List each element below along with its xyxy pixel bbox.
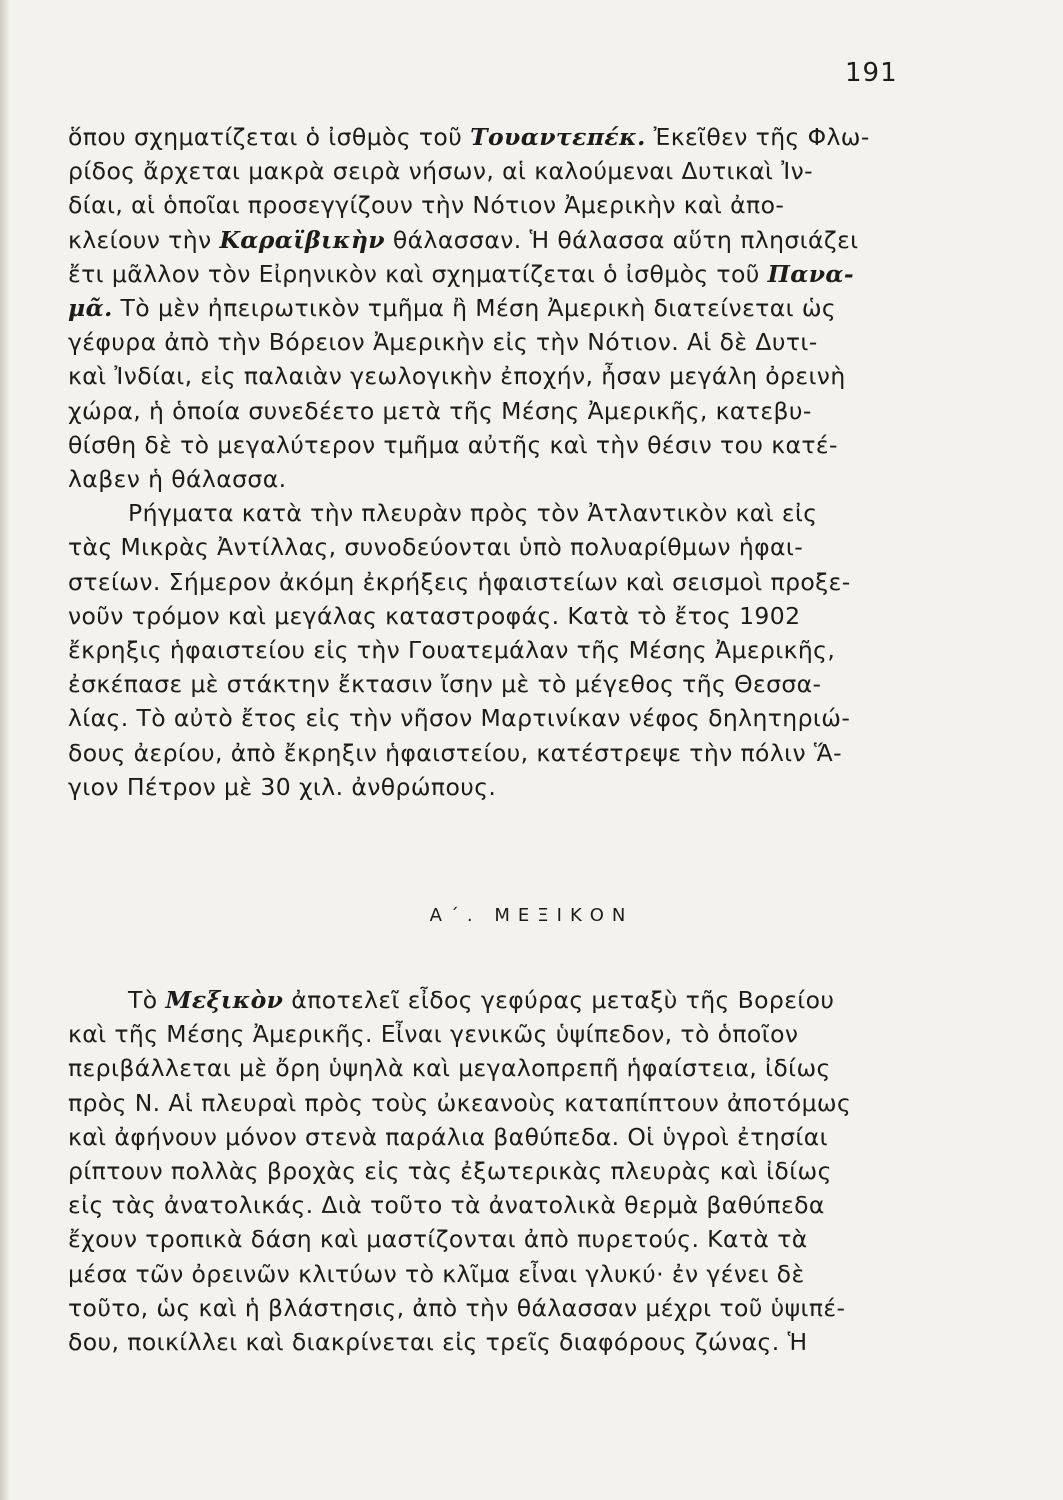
text-segment: ἀποτελεῖ εἶδος γεφύρας μεταξὺ τῆς Βορείου <box>283 986 835 1014</box>
text-line <box>68 293 948 323</box>
text-line <box>68 430 948 460</box>
text-line <box>68 1053 948 1083</box>
text-segment: καὶ ἀφήνουν μόνον στενὰ παράλια βαθύπεδα. Οἱ ὑγροὶ ἐτησίαι <box>68 1122 828 1151</box>
text-line <box>68 1088 948 1118</box>
text-segment: γέφυρα ἀπὸ τὴν Βόρειον Ἀμερικὴν εἰς τὴν Νότιον. Αἱ δὲ Δυτι- <box>68 328 818 357</box>
text-segment: ρίπτουν πολλὰς βροχὰς εἰς τὰς ἐξωτερικὰς πλευρὰς καὶ ἰδίως <box>68 1157 832 1185</box>
text-segment: ἔτι μᾶλλον τὸν Εἰρηνικὸν καὶ σχηματίζεται ὁ ἰσθμὸς τοῦ <box>68 259 768 288</box>
emphasized-term: μᾶ. <box>68 294 113 322</box>
text-line <box>68 635 948 665</box>
text-line <box>68 1019 948 1049</box>
text-segment: Τὸ <box>128 986 166 1014</box>
text-line <box>68 1293 948 1323</box>
text-segment: κλείουν τὴν <box>68 225 220 254</box>
text-line <box>68 738 948 768</box>
text-line <box>68 122 948 152</box>
text-line <box>68 1156 948 1186</box>
text-line <box>68 669 948 699</box>
text-segment: ἐσκέπασε μὲ στάκτην ἔκτασιν ἴσην μὲ τὸ μέγεθος τῆς Θεσσα- <box>68 670 822 699</box>
text-segment: περιβάλλεται μὲ ὄρη ὑψηλὰ καὶ μεγαλοπρεπῆ ἡφαίστεια, ἰδίως <box>68 1054 831 1083</box>
text-segment: θίσθη δὲ τὸ μεγαλύτερον τμῆμα αὐτῆς καὶ τὴν θέσιν του κατέ- <box>68 430 838 459</box>
text-segment: πρὸς Ν. Αἱ πλευραὶ πρὸς τοὺς ὠκεανοὺς καταπίπτουν ἀποτόμως <box>68 1088 852 1117</box>
text-segment: γιον Πέτρον μὲ 30 χιλ. ἀνθρώπους. <box>68 772 497 801</box>
text-segment: λίας. Τὸ αὐτὸ ἔτος εἰς τὴν νῆσον Μαρτινίκαν νέφος δηλητηριώ- <box>68 704 851 733</box>
emphasized-term: Τουαντεπέκ. <box>470 123 646 151</box>
text-line <box>68 190 948 220</box>
text-segment: τὰς Μικρὰς Ἀντίλλας, συνοδεύονται ὑπὸ πολυαρίθμων ἡφαι- <box>68 533 804 562</box>
text-segment: ρίδος ἄρχεται μακρὰ σειρὰ νήσων, αἱ καλούμεναι Δυτικαὶ Ἰν- <box>68 157 813 186</box>
text-line <box>68 1224 948 1254</box>
text-line <box>68 1190 948 1220</box>
text-line <box>68 464 948 494</box>
text-segment: δους ἀερίου, ἀπὸ ἔκρηξιν ἡφαιστείου, κατέστρεψε τὴν πόλιν Ἅ- <box>68 738 843 767</box>
text-line <box>68 225 948 255</box>
text-segment: Ρήγματα κατὰ τὴν πλευρὰν πρὸς τὸν Ἀτλαντικὸν καὶ εἰς <box>128 499 818 528</box>
text-segment: μέσα τῶν ὀρεινῶν κλιτύων τὸ κλῖμα εἶναι γλυκύ· ἐν γένει δὲ <box>68 1259 805 1288</box>
text-segment: εἰς τὰς ἀνατολικάς. Διὰ τοῦτο τὰ ἀνατολικὰ θερμὰ βαθύπεδα <box>68 1191 825 1220</box>
text-line <box>68 532 948 562</box>
text-line <box>68 396 948 426</box>
text-segment: νοῦν τρόμον καὶ μεγάλας καταστροφάς. Κατὰ τὸ ἔτος 1902 <box>68 601 801 630</box>
text-line <box>68 259 948 289</box>
text-segment: Ἐκεῖθεν τῆς Φλω- <box>645 123 870 151</box>
text-segment: Τὸ μὲν ἠπειρωτικὸν τμῆμα ἢ Μέση Ἀμερικὴ διατείνεται ὡς <box>112 294 837 322</box>
text-line <box>68 1259 948 1289</box>
text-segment: δίαι, αἱ ὁποῖαι προσεγγίζουν τὴν Νότιον Ἀμερικὴν καὶ ἀπο- <box>68 191 785 220</box>
text-line <box>68 498 1008 528</box>
text-segment: τοῦτο, ὡς καὶ ἡ βλάστησις, ἀπὸ τὴν θάλασσαν μέχρι τοῦ ὑψιπέ- <box>68 1293 846 1322</box>
emphasized-term: Μεξικὸν <box>165 986 284 1014</box>
text-line <box>68 567 948 597</box>
section-heading: Α΄. ΜΕΞΙΚΟΝ <box>429 905 634 926</box>
text-line <box>68 361 948 391</box>
text-segment: δου, ποικίλλει καὶ διακρίνεται εἰς τρεῖς διαφόρους ζώνας. Ἡ <box>68 1328 808 1356</box>
page-number: 191 <box>845 58 898 88</box>
page-edge-shadow <box>0 0 10 1500</box>
text-line <box>68 985 1008 1015</box>
text-segment: στείων. Σήμερον ἀκόμη ἐκρήξεις ἡφαιστείων καὶ σεισμοὶ προξε- <box>68 567 851 596</box>
text-line <box>68 156 948 186</box>
text-segment: λαβεν ἡ θάλασσα. <box>68 465 287 493</box>
emphasized-term: Καραϊβικὴν <box>219 225 386 254</box>
text-line <box>68 1122 948 1152</box>
text-segment: θάλασσαν. Ἡ θάλασσα αὕτη πλησιάζει <box>385 225 859 254</box>
text-segment: ἔχουν τροπικὰ δάση καὶ μαστίζονται ἀπὸ πυρετούς. Κατὰ τὰ <box>68 1225 808 1254</box>
text-segment: χώρα, ἡ ὁποία συνεδέετο μετὰ τῆς Μέσης Ἀμερικῆς, κατεβυ- <box>68 396 812 425</box>
text-line <box>68 1327 948 1357</box>
text-segment: ἔκρηξις ἡφαιστείου εἰς τὴν Γουατεμάλαν τῆς Μέσης Ἀμερικῆς, <box>68 636 836 664</box>
text-line <box>68 327 948 357</box>
emphasized-term: Πανα- <box>767 259 855 288</box>
text-line <box>68 772 948 802</box>
text-segment: καὶ Ἰνδίαι, εἰς παλαιὰν γεωλογικὴν ἐποχήν, ἦσαν μεγάλη ὀρεινὴ <box>68 362 846 391</box>
text-line <box>68 601 948 631</box>
text-segment: καὶ τῆς Μέσης Ἀμερικῆς. Εἶναι γενικῶς ὑψίπεδον, τὸ ὁποῖον <box>68 1020 799 1049</box>
text-line <box>68 703 948 733</box>
text-segment: ὅπου σχηματίζεται ὁ ἰσθμὸς τοῦ <box>68 123 471 151</box>
